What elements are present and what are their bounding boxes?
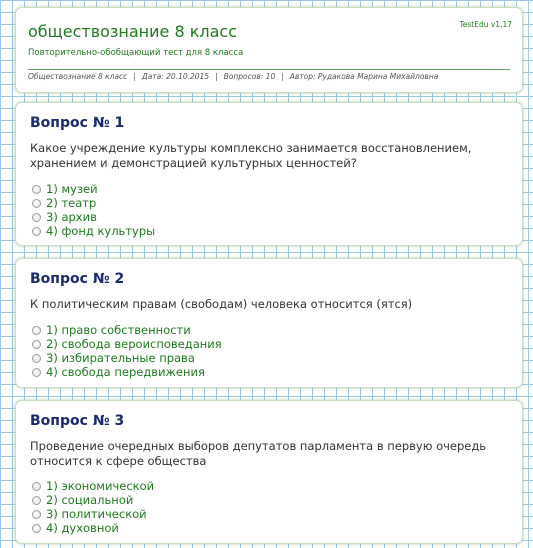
answer-label[interactable]: 4) духовной xyxy=(46,521,119,535)
answer-option[interactable] xyxy=(32,493,154,507)
question-text: К политическим правам (свободам) человека относится (ятся) xyxy=(30,297,413,311)
answer-options xyxy=(32,182,155,238)
app-version: TestEdu v1.17 xyxy=(459,20,512,29)
answer-label[interactable]: 1) экономической xyxy=(46,479,155,493)
question-text: Какое учреждение культуры комплексно занимается восстановлением, хранением и демонстрацией культурных ценностей? xyxy=(30,141,472,170)
test-meta xyxy=(28,72,438,81)
answer-label[interactable]: 3) архив xyxy=(46,210,97,224)
meta-date: Дата: 20.10.2015 xyxy=(141,72,210,81)
header-divider xyxy=(28,69,510,70)
radio-button[interactable] xyxy=(32,227,41,236)
meta-author: Автор: Рудакова Марина Михайловна xyxy=(289,72,439,81)
radio-button[interactable] xyxy=(32,524,41,533)
radio-button[interactable] xyxy=(32,340,41,349)
question-card-2 xyxy=(15,258,523,388)
answer-label[interactable]: 3) политической xyxy=(46,507,147,521)
meta-separator: | xyxy=(215,72,218,81)
answer-option[interactable] xyxy=(32,323,222,337)
question-title: Вопрос № 1 xyxy=(30,115,125,131)
answer-option[interactable] xyxy=(32,182,155,196)
answer-option[interactable] xyxy=(32,351,222,365)
answer-label[interactable]: 2) социальной xyxy=(46,493,134,507)
answer-label[interactable]: 2) свобода вероисповедания xyxy=(46,337,222,351)
answer-option[interactable] xyxy=(32,224,155,238)
meta-separator: | xyxy=(281,72,284,81)
answer-options xyxy=(32,479,154,535)
radio-button[interactable] xyxy=(32,510,41,519)
meta-question-count: Вопросов: 10 xyxy=(223,72,276,81)
answer-label[interactable]: 1) право собственности xyxy=(46,323,191,337)
answer-label[interactable]: 2) театр xyxy=(46,196,97,210)
answer-label[interactable]: 4) свобода передвижения xyxy=(46,365,205,379)
meta-subject: Обществознание 8 класс xyxy=(28,72,128,81)
answer-label[interactable]: 3) избирательные права xyxy=(46,351,195,365)
question-text: Проведение очередных выборов депутатов парламента в первую очередь относится к сфере общества xyxy=(30,439,487,468)
question-card-3 xyxy=(15,400,523,544)
answer-option[interactable] xyxy=(32,337,222,351)
radio-button[interactable] xyxy=(32,326,41,335)
meta-separator: | xyxy=(133,72,136,81)
radio-button[interactable] xyxy=(32,213,41,222)
answer-option[interactable] xyxy=(32,196,155,210)
test-header-card xyxy=(15,7,523,93)
answer-option[interactable] xyxy=(32,365,222,379)
question-card-1 xyxy=(15,102,523,246)
radio-button[interactable] xyxy=(32,185,41,194)
test-subtitle: Повторительно-обобщающий тест для 8 класса xyxy=(28,48,244,58)
question-title: Вопрос № 3 xyxy=(30,413,125,429)
answer-option[interactable] xyxy=(32,210,155,224)
answer-option[interactable] xyxy=(32,507,154,521)
answer-options xyxy=(32,323,222,379)
answer-label[interactable]: 1) музей xyxy=(46,182,98,196)
answer-label[interactable]: 4) фонд культуры xyxy=(46,224,156,238)
radio-button[interactable] xyxy=(32,354,41,363)
radio-button[interactable] xyxy=(32,199,41,208)
question-title: Вопрос № 2 xyxy=(30,271,125,287)
answer-option[interactable] xyxy=(32,521,154,535)
radio-button[interactable] xyxy=(32,482,41,491)
answer-option[interactable] xyxy=(32,479,154,493)
radio-button[interactable] xyxy=(32,496,41,505)
radio-button[interactable] xyxy=(32,368,41,377)
test-title: обществознание 8 класс xyxy=(28,22,238,41)
